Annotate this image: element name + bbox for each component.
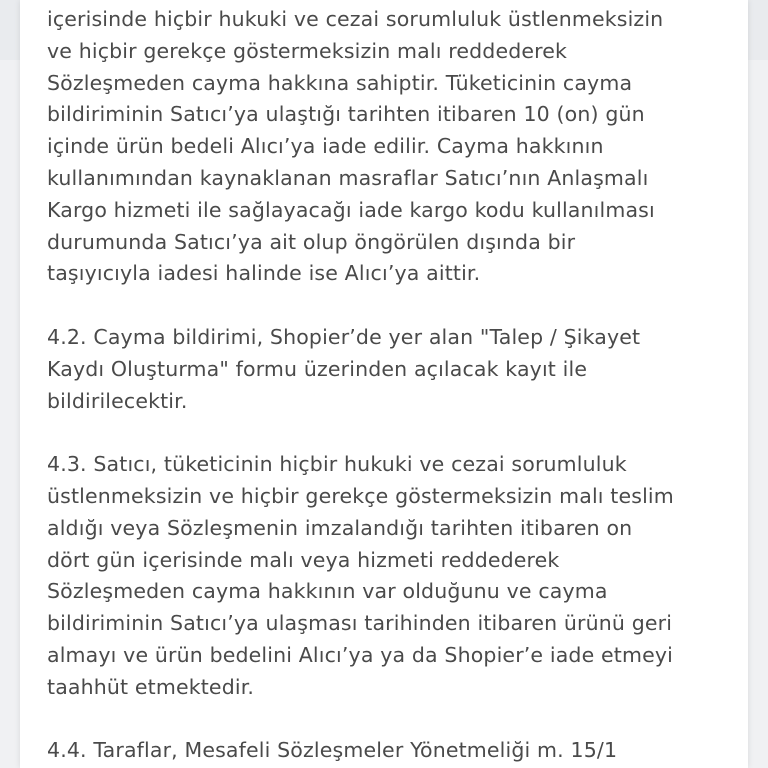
text-line: dört gün içerisinde malı veya hizmeti reddederek bbox=[47, 547, 560, 572]
paragraph-4-2 bbox=[47, 322, 737, 417]
paragraph-4-4 bbox=[47, 735, 737, 767]
document-page[interactable] bbox=[20, 0, 748, 768]
text-line: Sözleşmeden cayma hakkına sahiptir. Tüketicinin cayma bbox=[47, 70, 633, 95]
text-line: içinde ürün bedeli Alıcı’ya iade edilir. Cayma hakkının bbox=[47, 134, 604, 159]
text-line: 4.3. Satıcı, tüketicinin hiçbir hukuki ve cezai sorumluluk bbox=[47, 452, 627, 477]
text-line: üstlenmeksizin ve hiçbir gerekçe göstermeksizin malı teslim bbox=[47, 483, 674, 508]
text-line: içerisinde hiçbir hukuki ve cezai sorumluluk üstlenmeksizin bbox=[47, 7, 664, 31]
text-line: durumunda Satıcı’ya ait olup öngörülen dışında bir bbox=[47, 229, 576, 254]
text-line: bildiriminin Satıcı’ya ulaştığı tarihten itibaren 10 (on) gün bbox=[47, 102, 645, 127]
paragraph-spacer bbox=[47, 417, 737, 449]
paragraph-4-1-continued bbox=[47, 4, 737, 290]
text-line: kullanımından kaynaklanan masraflar Satıcı’nın Anlaşmalı bbox=[47, 165, 649, 190]
text-line: 4.2. Cayma bildirimi, Shopier’de yer alan "Talep / Şikayet bbox=[47, 324, 641, 349]
paragraph-spacer bbox=[47, 290, 737, 322]
text-line: taahhüt etmektedir. bbox=[47, 674, 255, 699]
text-line: Sözleşmeden cayma hakkının var olduğunu ve cayma bbox=[47, 579, 608, 604]
text-line: ve hiçbir gerekçe göstermeksizin malı reddederek bbox=[47, 38, 568, 63]
text-line: almayı ve ürün bedelini Alıcı’ya ya da Shopier’e iade etmeyi bbox=[47, 642, 673, 667]
paragraph-spacer bbox=[47, 704, 737, 736]
text-line: aldığı veya Sözleşmenin imzalandığı tarihten itibaren on bbox=[47, 515, 633, 540]
paragraph-4-3 bbox=[47, 449, 737, 703]
text-line: Kargo hizmeti ile sağlayacağı iade kargo kodu kullanılması bbox=[47, 197, 655, 222]
contract-text bbox=[47, 4, 737, 767]
text-line: 4.4. Taraflar, Mesafeli Sözleşmeler Yönetmeliği m. 15/1 bbox=[47, 738, 618, 763]
text-line: bildiriminin Satıcı’ya ulaşması tarihinden itibaren ürünü geri bbox=[47, 611, 673, 636]
text-line: bildirilecektir. bbox=[47, 388, 188, 413]
text-line: taşıyıcıyla iadesi halinde ise Alıcı’ya aittir. bbox=[47, 261, 481, 286]
text-line: Kaydı Oluşturma" formu üzerinden açılacak kayıt ile bbox=[47, 356, 588, 381]
